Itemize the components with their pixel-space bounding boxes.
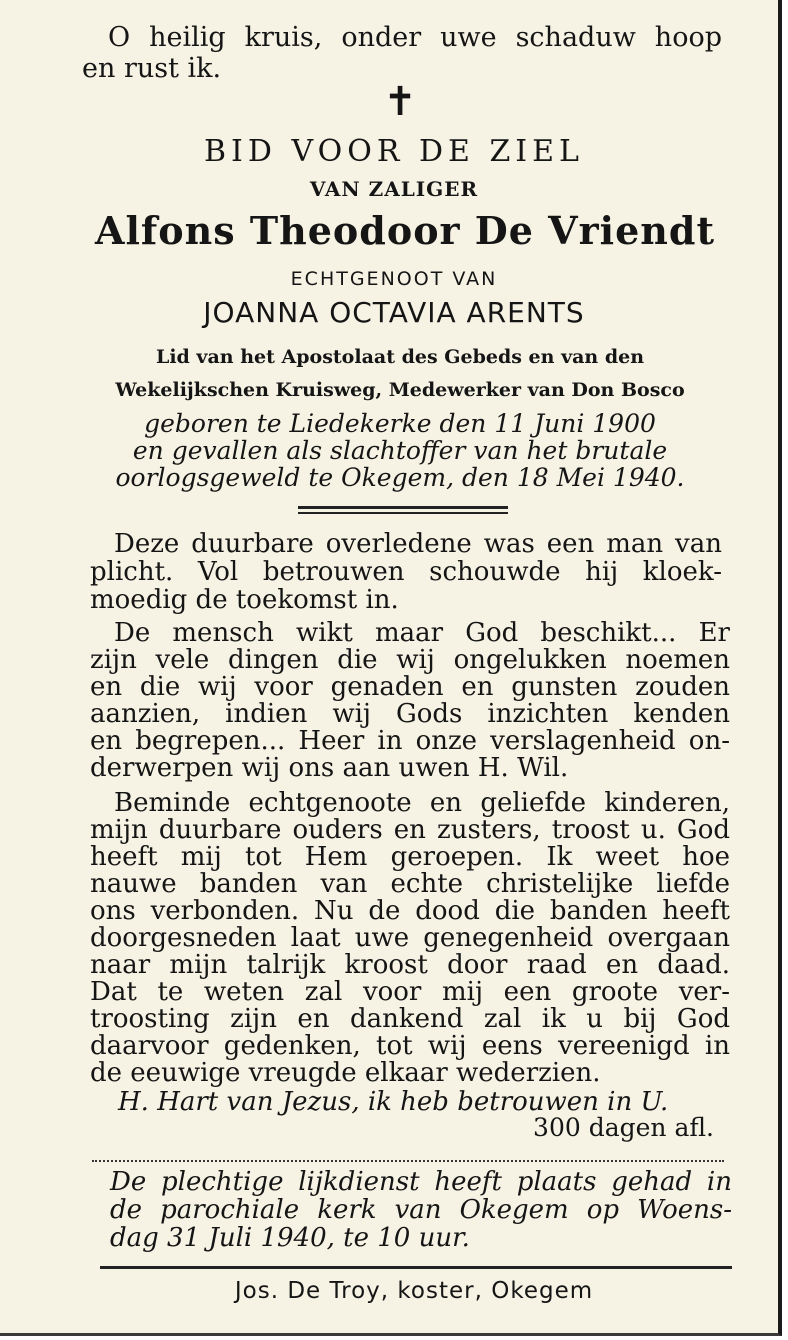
prayer-heading: BID VOOR DE ZIEL (204, 134, 584, 169)
deceased-name: Alfons Theodoor De Vriendt (94, 208, 716, 253)
printer-credit: Jos. De Troy, koster, Okegem (234, 1278, 594, 1304)
motto-line-2: en rust ik. (82, 53, 222, 84)
membership-line-2: Wekelijkschen Kruisweg, Medewerker van Don Bosco (115, 379, 685, 401)
paragraph-1: Deze duurbare overledene was een man van plicht. Vol betrouwen schouwde hij kloek- moedig de toekomst in. (90, 529, 722, 615)
fallen-line: en gevallen als slachtoffer van het brutale (132, 436, 668, 465)
birth-line: geboren te Liedekerke den 11 Juni 1900 (144, 409, 656, 438)
motto (108, 22, 722, 53)
spouse-label: ECHTGENOOT VAN (290, 268, 498, 290)
divider-top (298, 506, 508, 509)
van-zaliger: VAN ZALIGER (309, 177, 479, 201)
spouse-name: JOANNA OCTAVIA ARENTS (203, 296, 585, 329)
paragraph-3: Beminde echtgenoote en geliefde kinderen, mijn duurbare ouders en zusters, troost u. God heeft mij tot Hem geroepen. Ik weet hoe nauwe banden van echte christelijke liefde ons verbonden. Nu de dood die banden heeft doorgesneden laat uwe genegenheid overgaan naar mijn talrijk kroost door raad en daad. Dat te weten zal voor mij een groote ver- troosting zijn en dankend zal ik u bij God daarvoor gedenken, tot wij eens vereenigd in de eeuwige vreugde elkaar wederzien. (90, 788, 730, 1088)
footer-rule (100, 1266, 732, 1269)
cross-icon: ✝ (383, 79, 417, 125)
divider-bottom (298, 512, 508, 514)
birth-death (80, 410, 720, 491)
paragraph-2: De mensch wikt maar God beschikt... Er zijn vele dingen die wij ongelukken noemen en die wij voor genaden en gunsten zouden aanzien, indien wij Gods inzichten kenden en begrepen... Heer in onze verslagenheid on- derwerpen wij ons aan uwen H. Wil. (90, 618, 730, 783)
indulgence: 300 dagen afl. (533, 1113, 714, 1142)
motto-line-1: O heilig kruis, onder uwe schaduw hoop (108, 22, 722, 53)
membership-line-1: Lid van het Apostolaat des Gebeds en van den (155, 346, 645, 368)
funeral-notice: De plechtige lijkdienst heeft plaats gehad in de parochiale kerk van Okegem op Woens- dag 31 Juli 1940, te 10 uur. (110, 1167, 732, 1253)
invocation: H. Hart van Jezus, ik heb betrouwen in U. (118, 1087, 669, 1117)
death-line: oorlogsgeweld te Okegem, den 18 Mei 1940. (115, 463, 685, 492)
dotted-separator (92, 1160, 724, 1162)
membership (90, 341, 710, 407)
